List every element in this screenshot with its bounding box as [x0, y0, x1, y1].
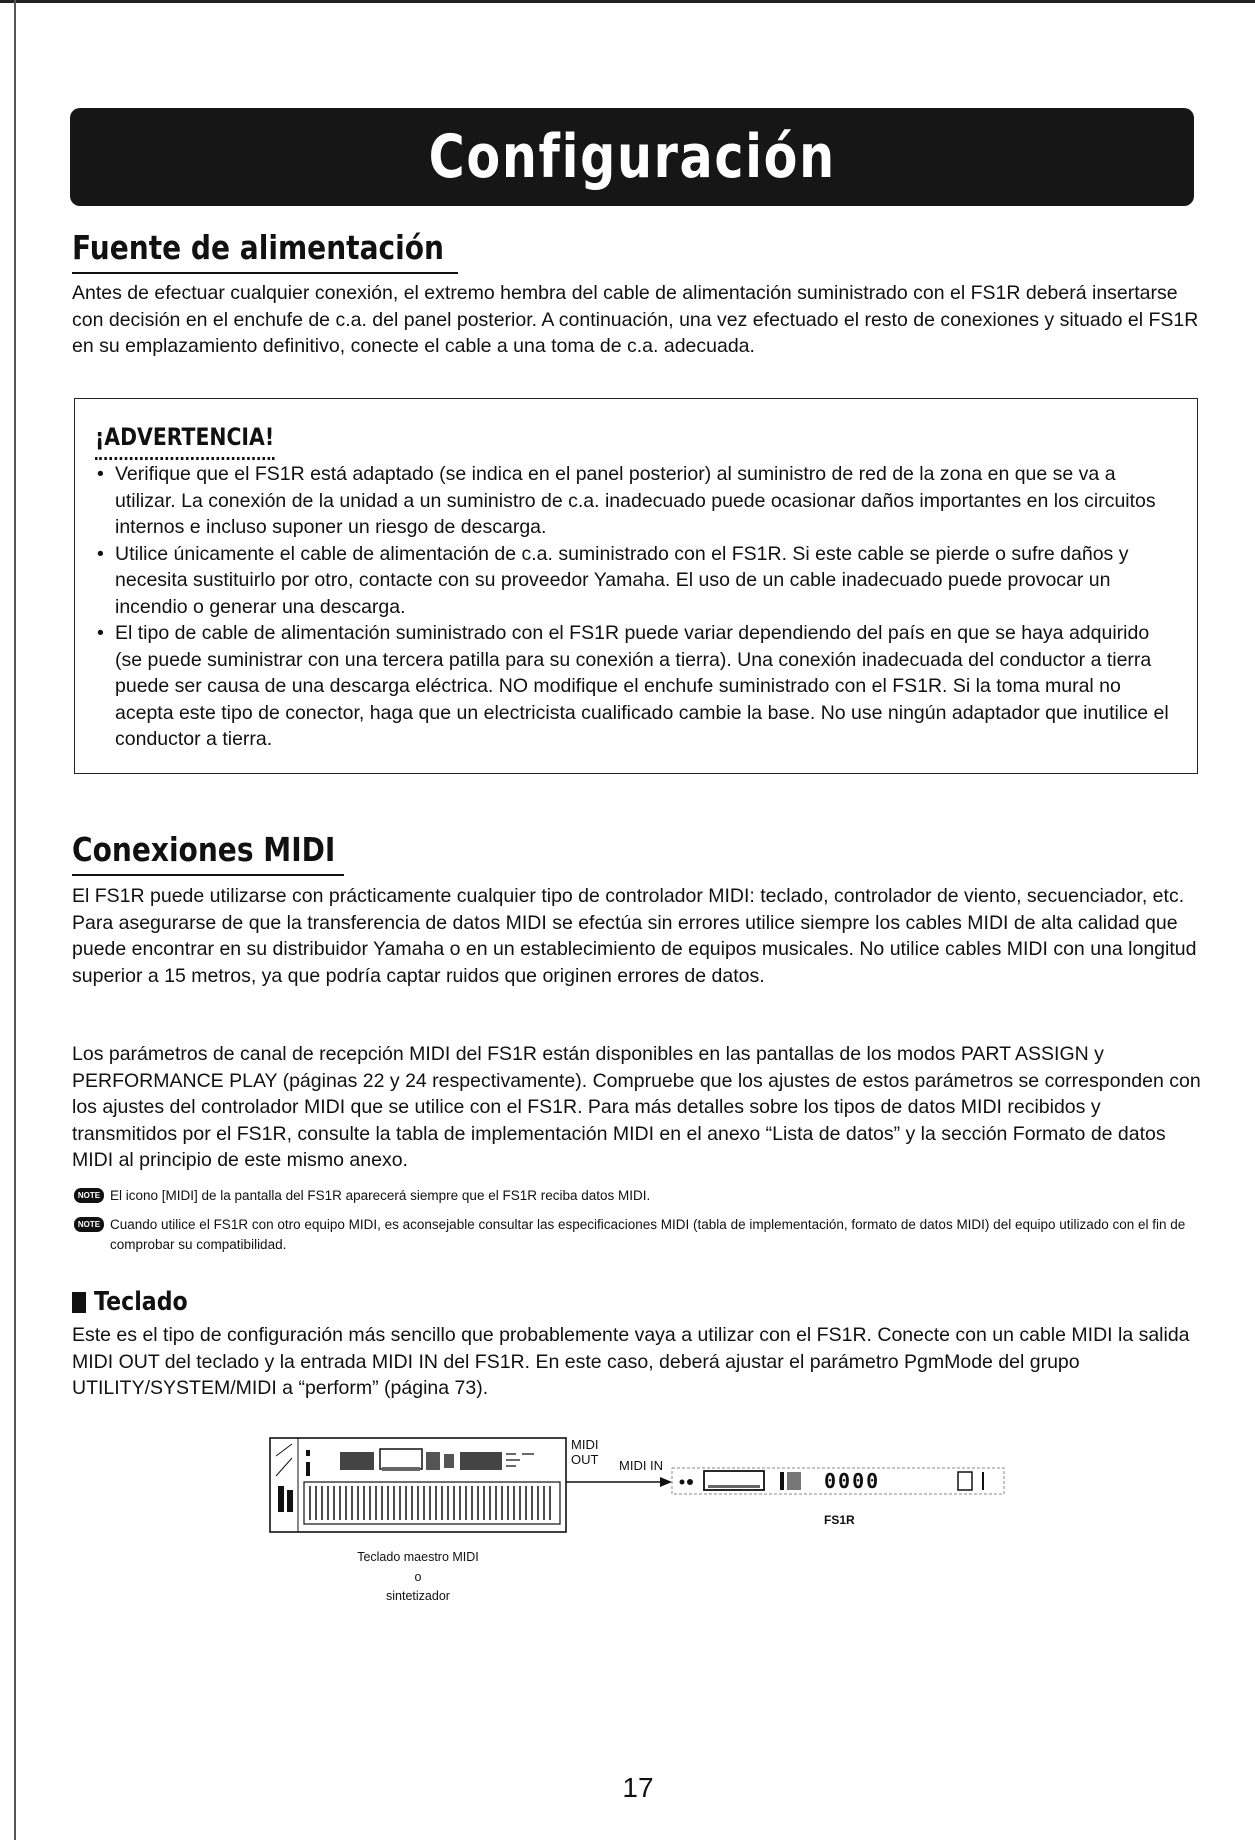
warning-item: • Utilice únicamente el cable de alimentación de c.a. suministrado con el FS1R. Si este cable se pierde o sufre daños y necesita sustituirlo por otro, contacte con su proveedor Yamaha. El uso de un cable inadecuado puede provocar un incendio o generar una descarga. — [93, 541, 1173, 621]
note-icon: NOTE — [74, 1188, 104, 1203]
midi-in-label: MIDI IN — [619, 1458, 664, 1473]
caption-line: o — [414, 1569, 422, 1584]
page-left-edge — [14, 0, 16, 1840]
note-text: El icono [MIDI] de la pantalla del FS1R aparecerá siempre que el FS1R reciba datos MIDI. — [110, 1188, 651, 1203]
page-number: 17 — [622, 1772, 654, 1803]
fs1r-label: FS1R — [824, 1513, 855, 1527]
power-paragraph: Antes de efectuar cualquier conexión, el extremo hembra del cable de alimentación suministrado con el FS1R deberá insertarse con decisión en el enchufe de c.a. del panel posterior. A continuación, una vez efectuado el resto de conexiones y situado el FS1R en su emplazamiento definitivo, conecte el cable a una toma de c.a. adecuada. — [72, 282, 1199, 357]
title-banner — [70, 108, 1194, 206]
caption-line: sintetizador — [386, 1589, 450, 1603]
midi-out-label — [571, 1437, 598, 1467]
keyboard-caption — [268, 1548, 568, 1607]
connection-drawing — [268, 1436, 1008, 1546]
warning-item: • El tipo de cable de alimentación suministrado con el FS1R puede variar dependiendo del país en que se haya adquirido (se puede suministrar con una tercera patilla para su conexión a tierra). Una conexión inadecuada del conductor a tierra puede ser causa de una descarga eléctrica. NO modifique el enchufe suministrado con el FS1R. Si la toma mural no acepta este tipo de conector, haga que un electricista cualificado cambie la base. No use ningún adaptador que inutilice el conductor a tierra. — [93, 620, 1173, 753]
note-text: Cuando utilice el FS1R con otro equipo MIDI, es aconsejable consultar las especificaciones MIDI (tabla de implementación, formato de datos MIDI) del equipo utilizado con el fin de comprobar su compatibilidad. — [110, 1217, 1186, 1252]
midi-paragraph-1: El FS1R puede utilizarse con prácticamente cualquier tipo de controlador MIDI: teclado, controlador de viento, secuenciador, etc. Para asegurarse de que la transferencia de datos MIDI se efectúa sin errores utilice siempre los cables MIDI de alta calidad que puede encontrar en su distribuidor Yamaha o en un establecimiento de equipos musicales. No utilice cables MIDI con una longitud superior a 15 metros, ya que podría captar ruidos que originen errores de datos. — [72, 885, 1197, 987]
midi-paragraph-2: Los parámetros de canal de recepción MIDI del FS1R están disponibles en las pantallas de los modos PART ASSIGN y PERFORMANCE PLAY (páginas 22 y 24 respectivamente). Compruebe que los ajustes de estos parámetros se corresponden con los ajustes del controlador MIDI que se utilice con el FS1R. Para más detalles sobre los tipos de datos MIDI recibidos y transmitidos por el FS1R, consulte la tabla de implementación MIDI en el anexo “Lista de datos” y la sección Formato de datos MIDI al principio de este mismo anexo. — [72, 1043, 1201, 1171]
subsection-heading-keyboard — [72, 1287, 204, 1317]
page-title: Configuración — [428, 122, 836, 192]
warning-list — [93, 461, 1173, 753]
section-heading-rule — [72, 874, 344, 876]
midi-out-label-line: MIDI — [571, 1437, 599, 1452]
fs1r-display-readout: 0000 — [824, 1469, 881, 1493]
section-heading-rule — [72, 272, 458, 274]
note — [74, 1215, 1210, 1255]
keyboard-icon — [270, 1438, 566, 1532]
note-icon: NOTE — [74, 1217, 104, 1232]
note — [74, 1186, 1210, 1206]
section-heading-midi: Conexiones MIDI — [72, 830, 336, 869]
section-heading-power: Fuente de alimentación — [72, 228, 444, 267]
warning-item: • Verifique que el FS1R está adaptado (se indica en el panel posterior) al suministro de red de la zona en que se va a utilizar. La conexión de la unidad a un suministro de c.a. inadecuado puede ocasionar daños importantes en los circuitos internos e incluso suponer un riesgo de descarga. — [93, 461, 1173, 541]
caption-line: Teclado maestro MIDI — [357, 1550, 479, 1564]
fs1r-icon — [672, 1468, 1004, 1494]
warning-box — [74, 398, 1198, 774]
subsection-title: Teclado — [94, 1287, 188, 1317]
connection-diagram — [268, 1436, 1008, 1606]
midi-out-label-line: OUT — [571, 1452, 599, 1467]
keyboard-paragraph: Este es el tipo de configuración más sencillo que probablemente vaya a utilizar con el FS1R. Conecte con un cable MIDI la salida MIDI OUT del teclado y la entrada MIDI IN del FS1R. En este caso, deberá ajustar el parámetro PgmMode del grupo UTILITY/SYSTEM/MIDI a “perform” (página 73). — [72, 1324, 1190, 1399]
page-top-edge — [0, 0, 1255, 3]
warning-title: ¡ADVERTENCIA! — [95, 423, 274, 460]
square-bullet-icon — [72, 1292, 86, 1313]
